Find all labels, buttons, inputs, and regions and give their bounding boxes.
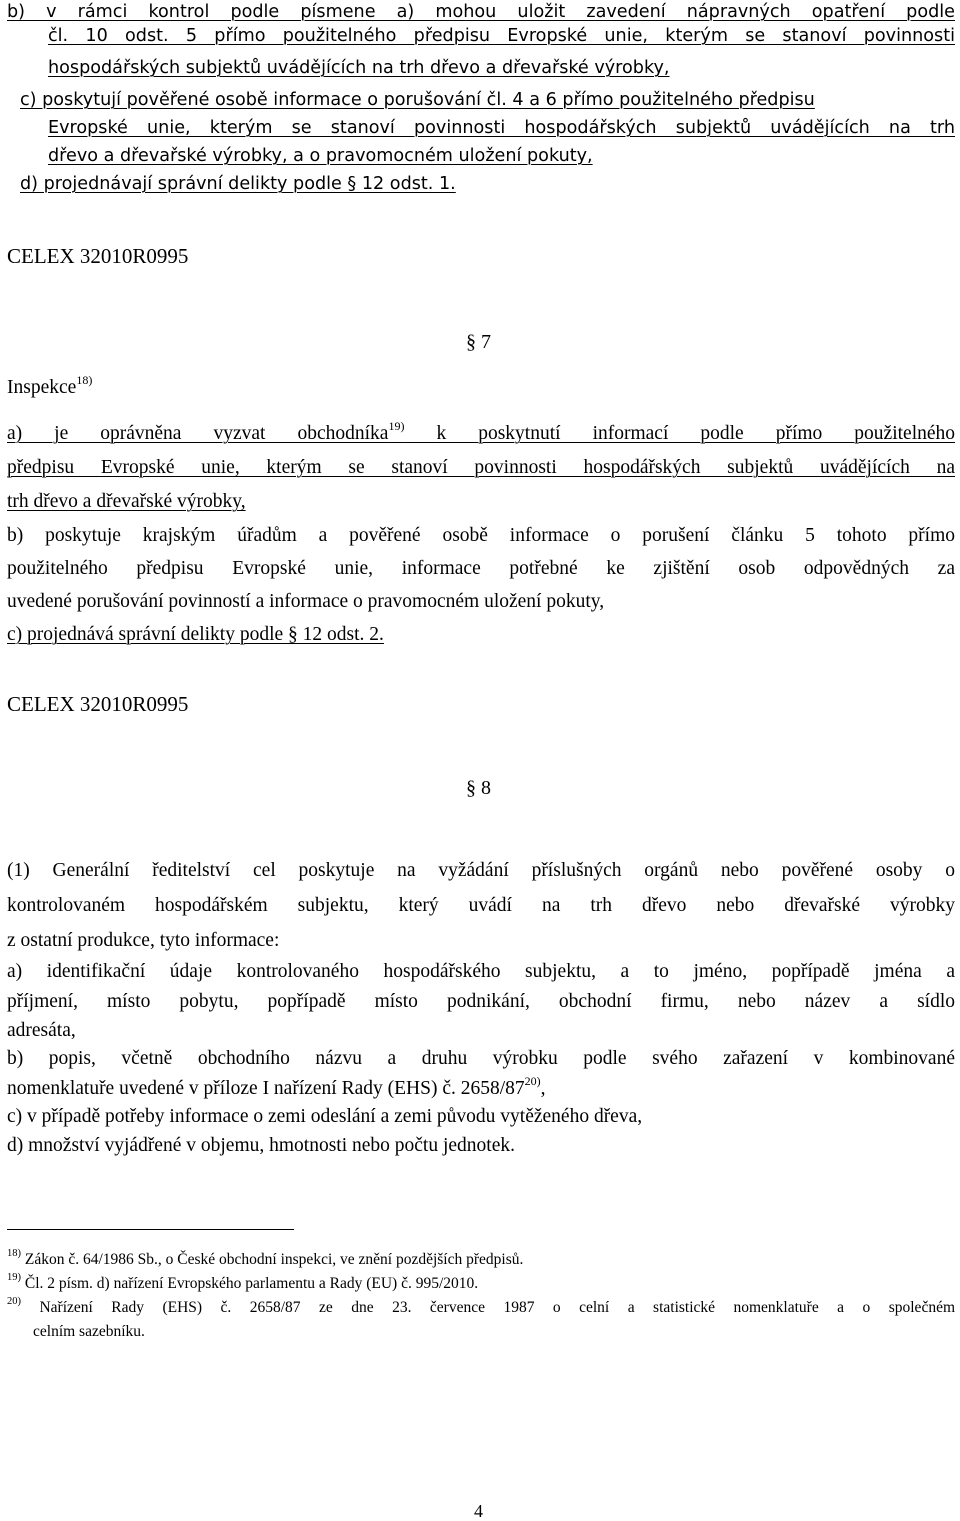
footnote-20-continuation: celním sazebníku. — [33, 1323, 145, 1340]
section-7-c-line-1: c) projednává správní delikty podle § 12 odst. 2. — [7, 624, 384, 645]
section-7-title: Inspekce$^{18)}$ — [7, 372, 93, 398]
footnote-ref-20: 20) — [524, 1073, 541, 1088]
footnote-20: $^{20)}$ Nařízení Rady (EHS) č. 2658/87 ze dne 23. července 1987 o celní a statistické nomenklatuře a o společném — [7, 1295, 956, 1316]
footnote-ref-18: 18) — [76, 372, 93, 387]
section-8-p1-line-3: z ostatní produkce, tyto informace: — [7, 930, 280, 951]
section-7-b-line-2: použitelného předpisu Evropské unie, informace potřebné ke zjištění osob odpovědných za — [7, 558, 955, 579]
celex-reference-1: CELEX 32010R0995 — [7, 244, 189, 268]
top-b-line-1: b) v rámci kontrol podle písmene a) mohou uložit zavedení nápravných opatření podle — [7, 2, 955, 22]
section-8-b-line-1: b) popis, včetně obchodního názvu a druhu výrobku podle svého zařazení v kombinované — [7, 1048, 955, 1069]
section-7-a-line-2: předpisu Evropské unie, kterým se stanoví povinnosti hospodářských subjektů uvádějících na — [7, 457, 955, 478]
section-8-p1-line-2: kontrolovaném hospodářském subjektu, který uvádí na trh dřevo nebo dřevařské výrobky — [7, 895, 955, 916]
footnote-separator — [7, 1229, 294, 1230]
section-7-a-line-1: a) je oprávněna vyzvat obchodníka$^{19)}$ k poskytnutí informací podle přímo použitelného — [7, 418, 956, 444]
top-b-line-2: čl. 10 odst. 5 přímo použitelného předpisu Evropské unie, kterým se stanoví povinnosti — [48, 26, 955, 46]
section-8-c-line-1: c) v případě potřeby informace o zemi odeslání a zemi původu vytěženého dřeva, — [7, 1106, 643, 1127]
section-8-a-line-1: a) identifikační údaje kontrolovaného hospodářského subjektu, a to jméno, popřípadě jména a — [7, 961, 955, 982]
top-c-line-3: dřevo a dřevařské výrobky, a o pravomocném uložení pokuty, — [48, 146, 593, 166]
section-8-a-line-2: příjmení, místo pobytu, popřípadě místo podnikání, obchodní firmu, nebo název a sídlo — [7, 991, 955, 1012]
top-d-line-1: d) projednávají správní delikty podle § 12 odst. 1. — [20, 174, 456, 194]
section-8-a-line-3: adresáta, — [7, 1020, 76, 1041]
section-7-b-line-3: uvedené porušování povinností a informace o pravomocném uložení pokuty, — [7, 591, 605, 612]
section-8-b-line-2: nomenklatuře uvedené v příloze I nařízení Rady (EHS) č. 2658/87$^{20)}$, — [7, 1073, 546, 1099]
footnote-18: $^{18)}$ Zákon č. 64/1986 Sb., o České obchodní inspekci, ve znění pozdějších předpisů. — [7, 1247, 524, 1268]
section-8-p1-line-1: (1) Generální ředitelství cel poskytuje na vyžádání příslušných orgánů nebo pověřené osoby o — [7, 860, 955, 881]
top-c-line-2: Evropské unie, kterým se stanoví povinnosti hospodářských subjektů uvádějících na trh — [48, 118, 955, 138]
footnote-ref-19: 19) — [388, 418, 405, 433]
section-7-b-line-1: b) poskytuje krajským úřadům a pověřené osobě informace o porušení článku 5 tohoto přímo — [7, 525, 955, 546]
section-7-a-line-3: trh dřevo a dřevařské výrobky, — [7, 491, 246, 512]
top-c-line-1: c) poskytují pověřené osobě informace o porušování čl. 4 a 6 přímo použitelného předpisu — [20, 90, 815, 110]
top-b-line-3: hospodářských subjektů uvádějících na trh dřevo a dřevařské výrobky, — [48, 58, 670, 78]
section-7-heading: § 7 — [466, 331, 491, 353]
page-number: 4 — [474, 1501, 483, 1521]
celex-reference-2: CELEX 32010R0995 — [7, 692, 189, 716]
section-8-d-line-1: d) množství vyjádřené v objemu, hmotnosti nebo počtu jednotek. — [7, 1135, 515, 1156]
footnote-19: $^{19)}$ Čl. 2 písm. d) nařízení Evropského parlamentu a Rady (EU) č. 995/2010. — [7, 1271, 479, 1292]
section-8-heading: § 8 — [466, 777, 491, 799]
